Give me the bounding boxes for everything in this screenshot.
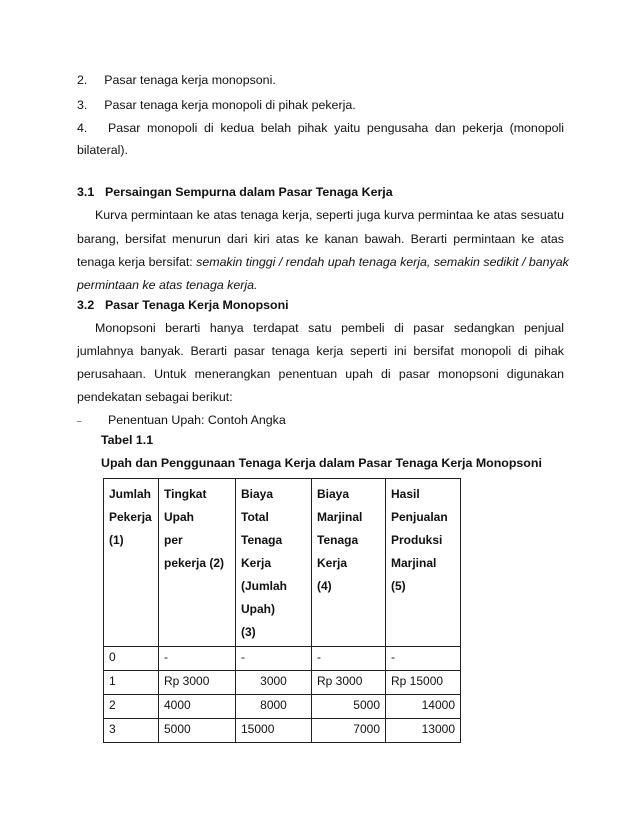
table-cell: Rp 15000: [386, 671, 461, 695]
header-line: Tenaga: [317, 533, 359, 547]
table-cell: -: [312, 647, 386, 671]
paragraph-line: jumlahnya banyak. Berarti pasar tenaga kerja seperti ini bersifat monopoli di pihak: [77, 344, 564, 358]
header-line: pekerja (2): [164, 556, 225, 570]
table-row: [104, 647, 461, 671]
table-header-row: [104, 479, 461, 647]
table-cell: Rp 3000: [159, 671, 236, 695]
list-text: Pasar tenaga kerja monopoli di pihak pekerja.: [104, 98, 356, 112]
table-row: [104, 671, 461, 695]
header-line: Total: [241, 510, 269, 524]
italic-text: semakin tinggi / rendah upah tenaga kerja, semakin sedikit / banyak: [196, 255, 569, 269]
list-number: 2.: [77, 73, 88, 87]
table-cell: 5000: [159, 719, 236, 743]
header-line: Biaya: [241, 487, 274, 501]
header-line: Penjualan: [391, 510, 448, 524]
header-line: Jumlah: [109, 487, 152, 501]
table-cell: 3000: [236, 671, 312, 695]
paragraph-line-italic: permintaan ke atas tenaga kerja.: [77, 278, 258, 292]
list-item-4-line1: Pasar monopoli di kedua belah pihak yaitu pengusaha dan pekerja (monopoli: [108, 121, 564, 135]
header-line: Tingkat: [164, 487, 207, 501]
header-cell-biaya-marjinal: [312, 479, 386, 647]
table-cell: 14000: [386, 695, 461, 719]
table-cell: 13000: [386, 719, 461, 743]
header-line: (5): [391, 579, 406, 593]
section-3-2-heading: [77, 297, 289, 313]
header-line: Pekerja: [109, 510, 152, 524]
paragraph-line: perusahaan. Untuk menerangkan penentuan upah di pasar monopsoni digunakan: [77, 367, 564, 381]
table-cell: -: [386, 647, 461, 671]
header-line: Hasil: [391, 487, 420, 501]
header-cell-biaya-total: [236, 479, 312, 647]
header-line: Upah: [164, 510, 194, 524]
section-title: Pasar Tenaga Kerja Monopsoni: [105, 298, 289, 312]
table-cell: 15000: [236, 719, 312, 743]
paragraph-line: Monopsoni berarti hanya terdapat satu pembeli di pasar sedangkan penjual: [95, 321, 564, 335]
table-cell: 4000: [159, 695, 236, 719]
header-line: Marjinal: [317, 510, 363, 524]
table-cell: Rp 3000: [312, 671, 386, 695]
header-line: (3): [241, 625, 256, 639]
header-cell-jumlah-pekerja: [104, 479, 159, 647]
list-item-3: [77, 97, 356, 113]
table-cell: 0: [104, 647, 159, 671]
paragraph-line-mixed: [77, 254, 569, 270]
table-row: [104, 695, 461, 719]
header-line: Kerja: [241, 556, 272, 570]
list-text: Pasar tenaga kerja monopsoni.: [104, 73, 276, 87]
paragraph-line: Kurva permintaan ke atas tenaga kerja, seperti juga kurva permintaa ke atas sesuatu: [95, 208, 564, 222]
header-line: (4): [317, 579, 332, 593]
section-title: Persaingan Sempurna dalam Pasar Tenaga Kerja: [105, 185, 393, 199]
header-line: Tenaga: [241, 533, 283, 547]
header-cell-hasil-penjualan: [386, 479, 461, 647]
section-number: 3.1: [77, 185, 95, 199]
bullet-item: [77, 412, 286, 429]
table-row: [104, 719, 461, 743]
header-line: per: [164, 533, 183, 547]
header-line: Biaya: [317, 487, 350, 501]
header-line: (1): [109, 533, 124, 547]
list-item-4-line2: bilateral).: [77, 143, 128, 157]
table-cell: 3: [104, 719, 159, 743]
table-cell: 2: [104, 695, 159, 719]
header-line: (Jumlah: [241, 579, 288, 593]
dash-icon: ⎯: [77, 416, 82, 426]
paragraph-line: pendekatan sebagai berikut:: [77, 390, 233, 404]
section-3-1-heading: [77, 184, 393, 200]
data-table: [103, 478, 461, 743]
list-item-2: [77, 72, 276, 88]
section-number: 3.2: [77, 298, 95, 312]
table-cell: -: [159, 647, 236, 671]
header-line: Marjinal: [391, 556, 437, 570]
list-item-4-number: 4.: [77, 121, 88, 135]
paragraph-line: barang, bersifat menurun dari kiri atas ke kanan bawah. Berarti permintaan ke atas: [77, 232, 564, 246]
header-line: Kerja: [317, 556, 348, 570]
header-line: Upah): [241, 602, 275, 616]
header-line: Produksi: [391, 533, 443, 547]
table-cell: 1: [104, 671, 159, 695]
table-title: Upah dan Penggunaan Tenaga Kerja dalam Pasar Tenaga Kerja Monopsoni: [101, 456, 542, 470]
table-label: Tabel 1.1: [101, 433, 154, 447]
bullet-text: Penentuan Upah: Contoh Angka: [108, 413, 286, 427]
table-cell: -: [236, 647, 312, 671]
plain-text: tenaga kerja bersifat:: [77, 255, 193, 269]
table-cell: 5000: [312, 695, 386, 719]
table-cell: 7000: [312, 719, 386, 743]
table-cell: 8000: [236, 695, 312, 719]
list-number: 3.: [77, 98, 88, 112]
header-cell-tingkat-upah: [159, 479, 236, 647]
